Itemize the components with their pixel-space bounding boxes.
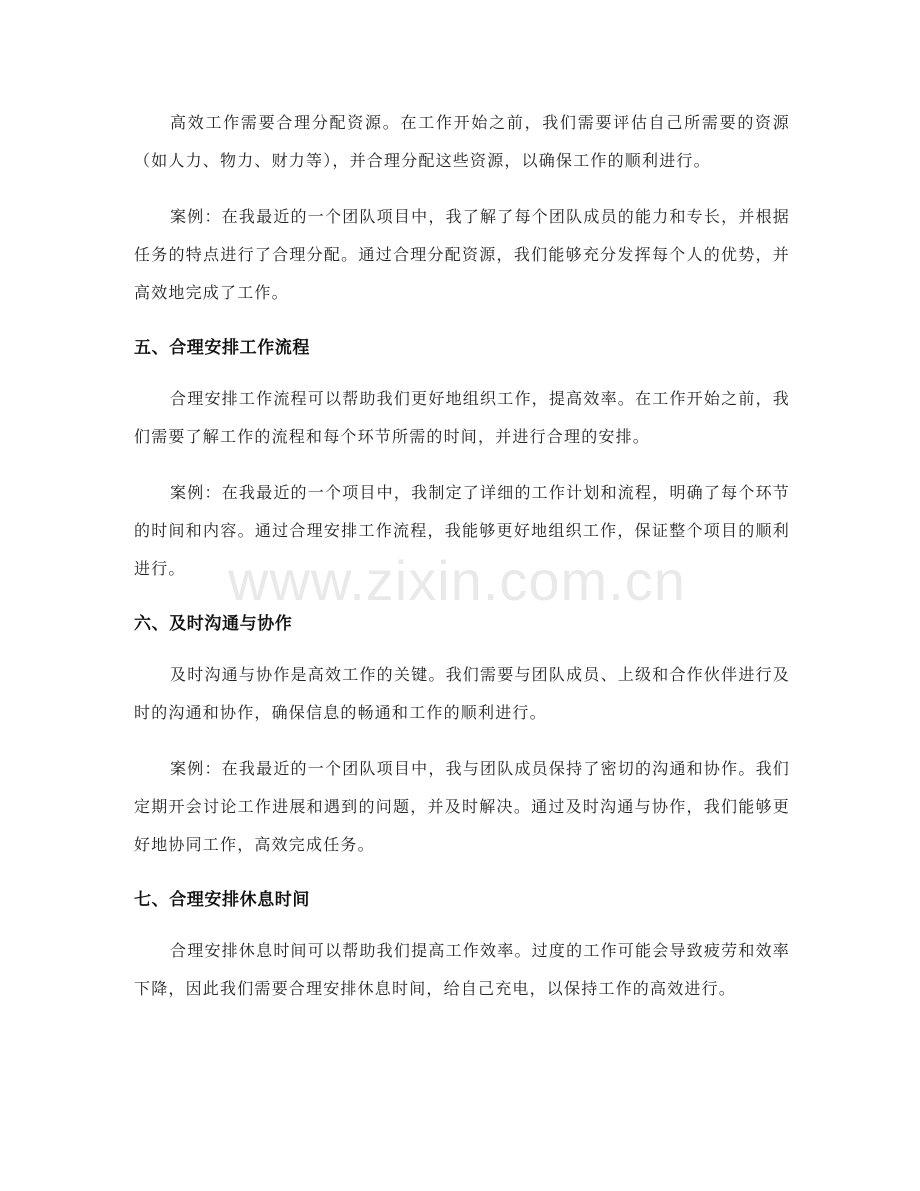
paragraph-resource-case: 案例：在我最近的一个团队项目中，我了解了每个团队成员的能力和专长，并根据任务的特点进行了合理分配。通过合理分配资源，我们能够充分发挥每个人的优势，并高效地完成了工作。 bbox=[134, 207, 790, 302]
paragraph-rest-time: 合理安排休息时间可以帮助我们提高工作效率。过度的工作可能会导致疲劳和效率下降，因此我们需要合理安排休息时间，给自己充电，以保持工作的高效进行。 bbox=[134, 941, 790, 998]
heading-section-5: 五、合理安排工作流程 bbox=[134, 338, 310, 358]
paragraph-resource-allocation: 高效工作需要合理分配资源。在工作开始之前，我们需要评估自己所需要的资源（如人力、物力、财力等），并合理分配这些资源，以确保工作的顺利进行。 bbox=[134, 113, 790, 170]
paragraph-workflow-case: 案例：在我最近的一个项目中，我制定了详细的工作计划和流程，明确了每个环节的时间和内容。通过合理安排工作流程，我能够更好地组织工作，保证整个项目的顺利进行。 bbox=[134, 483, 790, 578]
heading-section-7: 七、合理安排休息时间 bbox=[134, 890, 310, 910]
paragraph-communication-case: 案例：在我最近的一个团队项目中，我与团队成员保持了密切的沟通和协作。我们定期开会讨论工作进展和遇到的问题，并及时解决。通过及时沟通与协作，我们能够更好地协同工作，高效完成任务。 bbox=[134, 759, 790, 854]
paragraph-communication: 及时沟通与协作是高效工作的关键。我们需要与团队成员、上级和合作伙伴进行及时的沟通和协作，确保信息的畅通和工作的顺利进行。 bbox=[134, 665, 790, 722]
document-body bbox=[134, 104, 790, 1026]
watermark-text: www.zixin.com.cn bbox=[228, 549, 686, 612]
paragraph-workflow: 合理安排工作流程可以帮助我们更好地组织工作，提高效率。在工作开始之前，我们需要了解工作的流程和每个环节所需的时间，并进行合理的安排。 bbox=[134, 389, 790, 446]
heading-section-6: 六、及时沟通与协作 bbox=[134, 614, 293, 634]
